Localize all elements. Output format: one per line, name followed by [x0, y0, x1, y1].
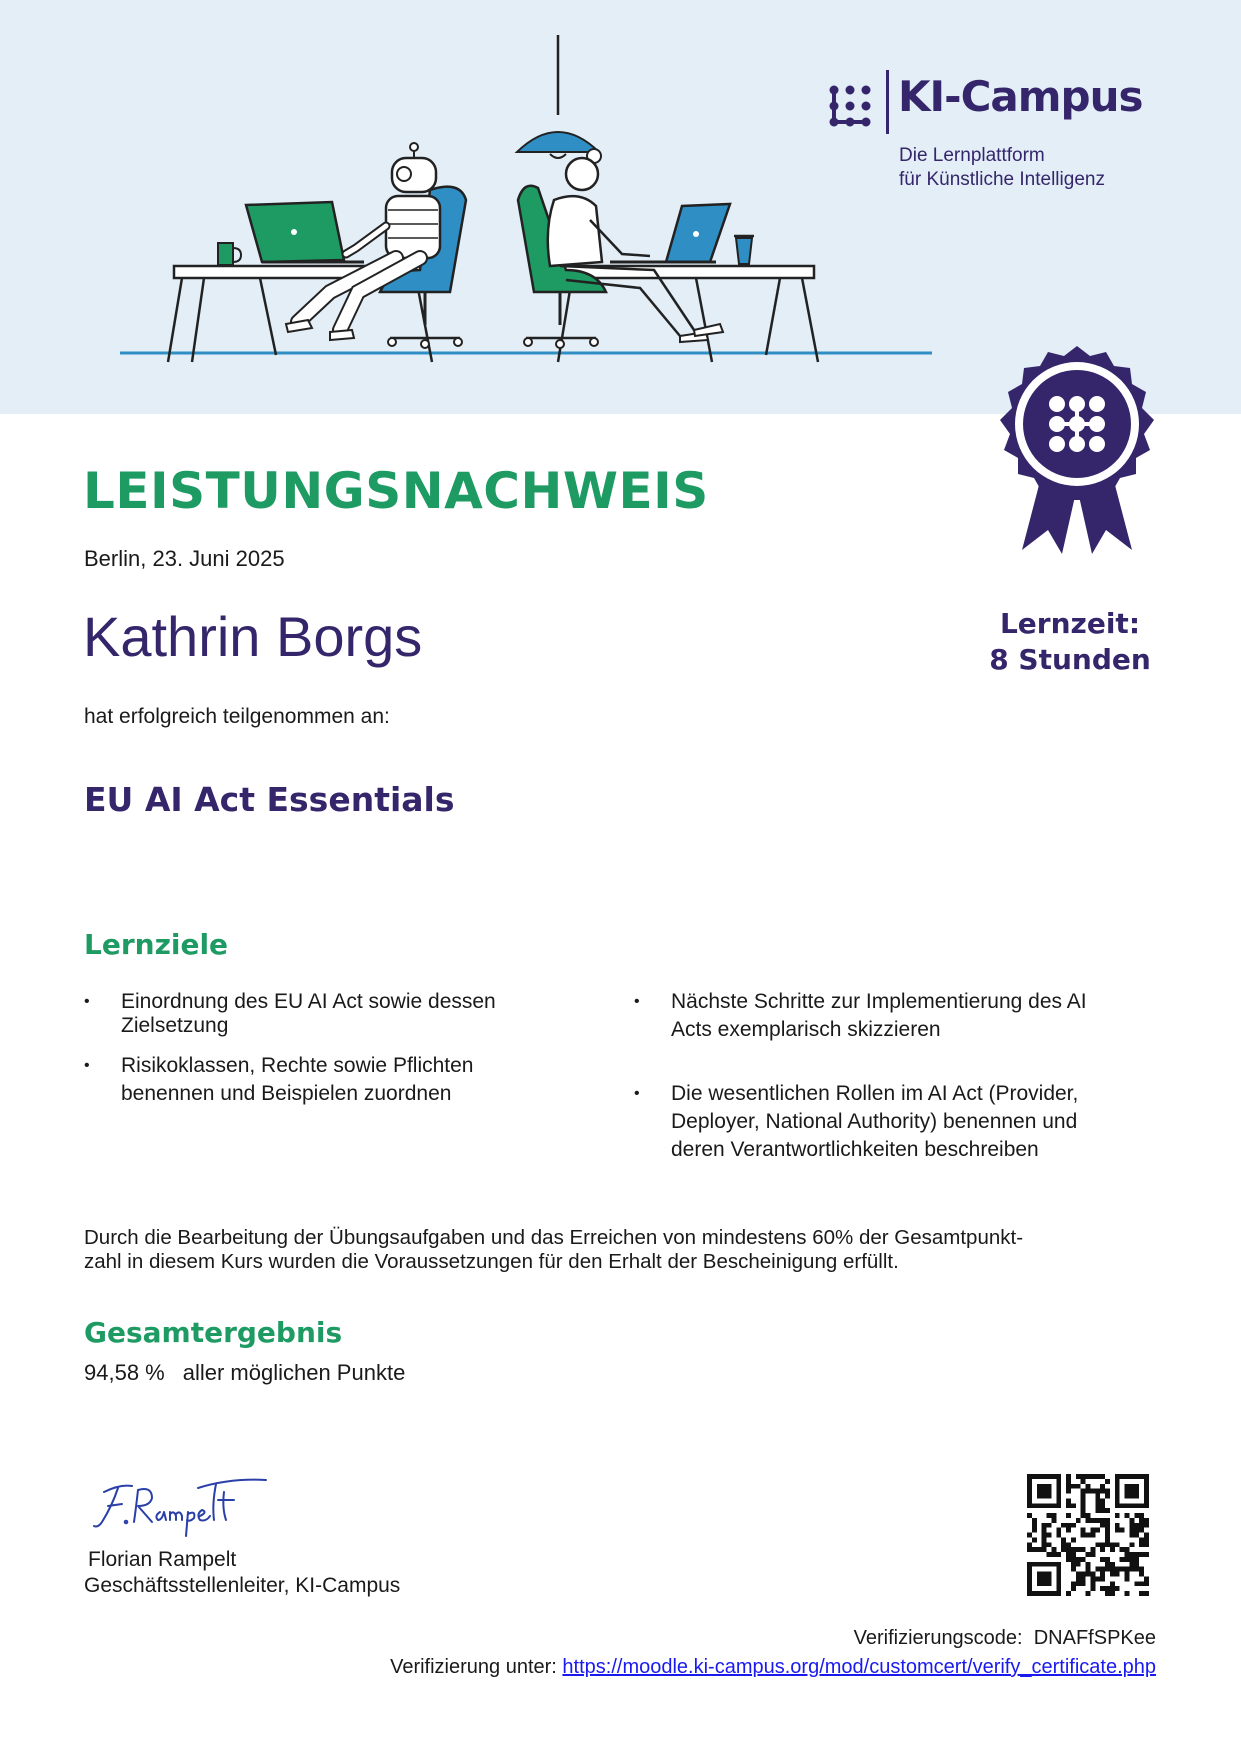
logo-tagline-line2: für Künstliche Intelligenz: [899, 169, 1105, 190]
list-item: • Einordnung des EU AI Act sowie dessen Zielsetzung: [84, 988, 604, 1036]
signer-role: Geschäftsstellenleiter, KI-Campus: [84, 1574, 401, 1597]
logo-tagline-line1: Die Lernplattform: [899, 145, 1045, 166]
lernzeit-value: 8 Stunden: [989, 643, 1151, 676]
verification-code-label: Verifizierungscode:: [853, 1627, 1023, 1649]
list-item: • Nächste Schritte zur Implementierung des AI Acts exemplarisch skizzieren: [634, 988, 1174, 1044]
lernzeit-box: [960, 606, 1180, 678]
verification-code: DNAFfSPKee: [1033, 1627, 1156, 1649]
result-value: 94,58 %: [84, 1360, 165, 1385]
result-line: [84, 1360, 405, 1386]
course-title: EU AI Act Essentials: [84, 780, 455, 819]
ki-campus-dots-icon: [826, 82, 874, 130]
result-heading: Gesamtergebnis: [84, 1316, 343, 1349]
learning-goals-right: [634, 988, 1174, 1164]
office-illustration: [120, 30, 940, 380]
signer-name: Florian Rampelt: [88, 1548, 237, 1571]
verification-link[interactable]: https://moodle.ki-campus.org/mod/customcert/verify_certificate.php: [562, 1656, 1156, 1678]
logo-divider: [886, 70, 889, 134]
completion-conditions: Durch die Bearbeitung der Übungsaufgaben und das Erreichen von mindestens 60% der Gesamtpunkt- zahl in diesem Kurs wurden die Voraussetzungen für den Erhalt der Bescheinigung erfüllt.: [84, 1226, 1024, 1273]
learning-goals-heading: Lernziele: [84, 928, 229, 961]
logo-name: KI-Campus: [898, 72, 1143, 121]
learning-goals-left: [84, 988, 604, 1108]
recipient-name: Kathrin Borgs: [83, 605, 423, 668]
qr-code-icon[interactable]: [1027, 1474, 1149, 1596]
place-date: Berlin, 23. Juni 2025: [84, 546, 285, 571]
participation-text: hat erfolgreich teilgenommen an:: [84, 705, 390, 728]
verification-url-label: Verifizierung unter:: [390, 1656, 557, 1678]
lernzeit-label: Lernzeit:: [999, 607, 1141, 640]
seal-rosette-icon: [986, 346, 1168, 560]
result-suffix: aller möglichen Punkte: [182, 1360, 406, 1385]
list-item: • Risikoklassen, Rechte sowie Pflichten benennen und Beispielen zuordnen: [84, 1052, 604, 1108]
verification-url-line: [390, 1656, 1156, 1679]
ki-campus-logo: [826, 70, 1166, 200]
document-title: LEISTUNGSNACHWEIS: [83, 462, 709, 520]
logo-tagline: [899, 144, 1105, 192]
handwritten-signature: [90, 1470, 270, 1540]
list-item: • Die wesentlichen Rollen im AI Act (Provider, Deployer, National Authority) benennen und deren Verantwortlichkeiten beschreiben: [634, 1080, 1174, 1164]
verification-code-line: [854, 1627, 1156, 1650]
